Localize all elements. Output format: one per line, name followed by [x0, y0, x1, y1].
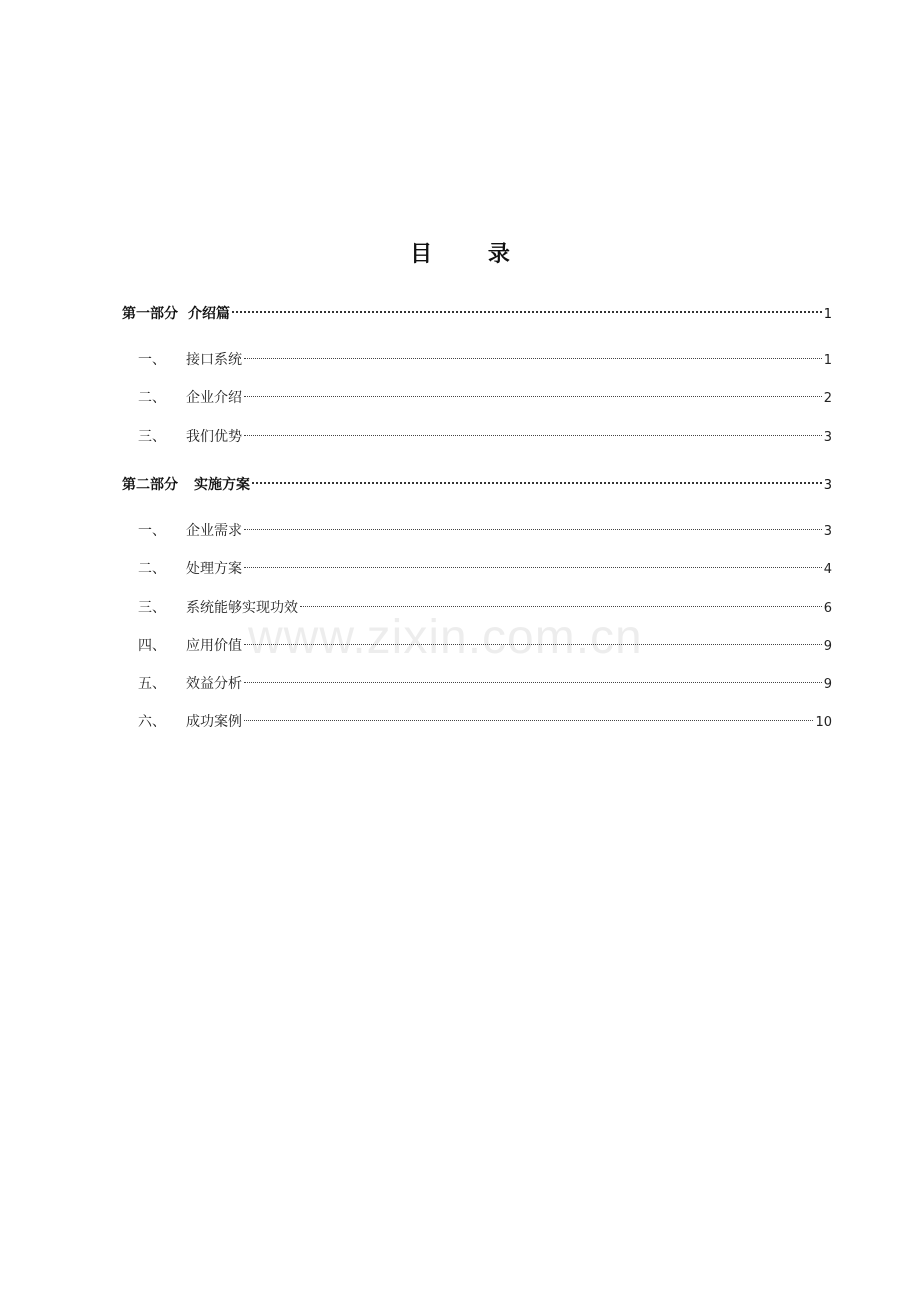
leader-dots — [244, 628, 822, 650]
toc-title: 目 录 — [410, 242, 534, 267]
item-number: 五、 — [138, 676, 166, 692]
toc-item[interactable] — [122, 342, 832, 368]
toc-item[interactable] — [122, 380, 832, 406]
item-number: 一、 — [138, 523, 166, 539]
item-number: 二、 — [138, 390, 166, 406]
leader-dots — [300, 590, 822, 612]
part-label: 第一部分 — [122, 306, 178, 322]
watermark: www.zixin.com.cn — [248, 611, 643, 664]
item-title: 企业需求 — [186, 523, 242, 539]
toc-item[interactable] — [122, 590, 832, 616]
part-title: 实施方案 — [194, 477, 250, 493]
part-title: 介绍篇 — [188, 306, 230, 322]
page-number: 1 — [823, 307, 832, 322]
leader-dots — [252, 467, 822, 489]
page-number: 9 — [823, 677, 832, 692]
page-number: 2 — [823, 391, 832, 406]
toc-item[interactable] — [122, 419, 832, 445]
toc-item[interactable] — [122, 704, 832, 730]
item-title: 接口系统 — [186, 352, 242, 368]
page-number: 4 — [823, 562, 832, 577]
toc-item[interactable] — [122, 666, 832, 692]
page-number: 9 — [823, 639, 832, 654]
page-number: 3 — [823, 478, 832, 493]
page-number: 10 — [815, 715, 832, 730]
leader-dots — [244, 704, 813, 726]
leader-dots — [244, 419, 822, 441]
item-number: 一、 — [138, 352, 166, 368]
item-number: 四、 — [138, 638, 166, 654]
item-title: 效益分析 — [186, 676, 242, 692]
item-number: 三、 — [138, 600, 166, 616]
item-title: 处理方案 — [186, 561, 242, 577]
leader-dots — [244, 666, 822, 688]
leader-dots — [244, 551, 822, 573]
toc-item[interactable] — [122, 513, 832, 539]
leader-dots — [244, 513, 822, 535]
page-number: 3 — [823, 524, 832, 539]
item-title: 我们优势 — [186, 429, 242, 445]
page-number: 1 — [823, 353, 832, 368]
page-number: 6 — [823, 601, 832, 616]
leader-dots — [244, 342, 822, 364]
item-title: 应用价值 — [186, 638, 242, 654]
leader-dots — [232, 296, 822, 318]
toc-part-1[interactable] — [122, 296, 832, 322]
toc-item[interactable] — [122, 628, 832, 654]
item-number: 三、 — [138, 429, 166, 445]
item-number: 六、 — [138, 714, 166, 730]
leader-dots — [244, 380, 822, 402]
item-title: 企业介绍 — [186, 390, 242, 406]
toc-item[interactable] — [122, 551, 832, 577]
item-number: 二、 — [138, 561, 166, 577]
page-number: 3 — [823, 430, 832, 445]
part-label: 第二部分 — [122, 477, 178, 493]
item-title: 成功案例 — [186, 714, 242, 730]
toc-part-2[interactable] — [122, 467, 832, 493]
item-title: 系统能够实现功效 — [186, 600, 298, 616]
